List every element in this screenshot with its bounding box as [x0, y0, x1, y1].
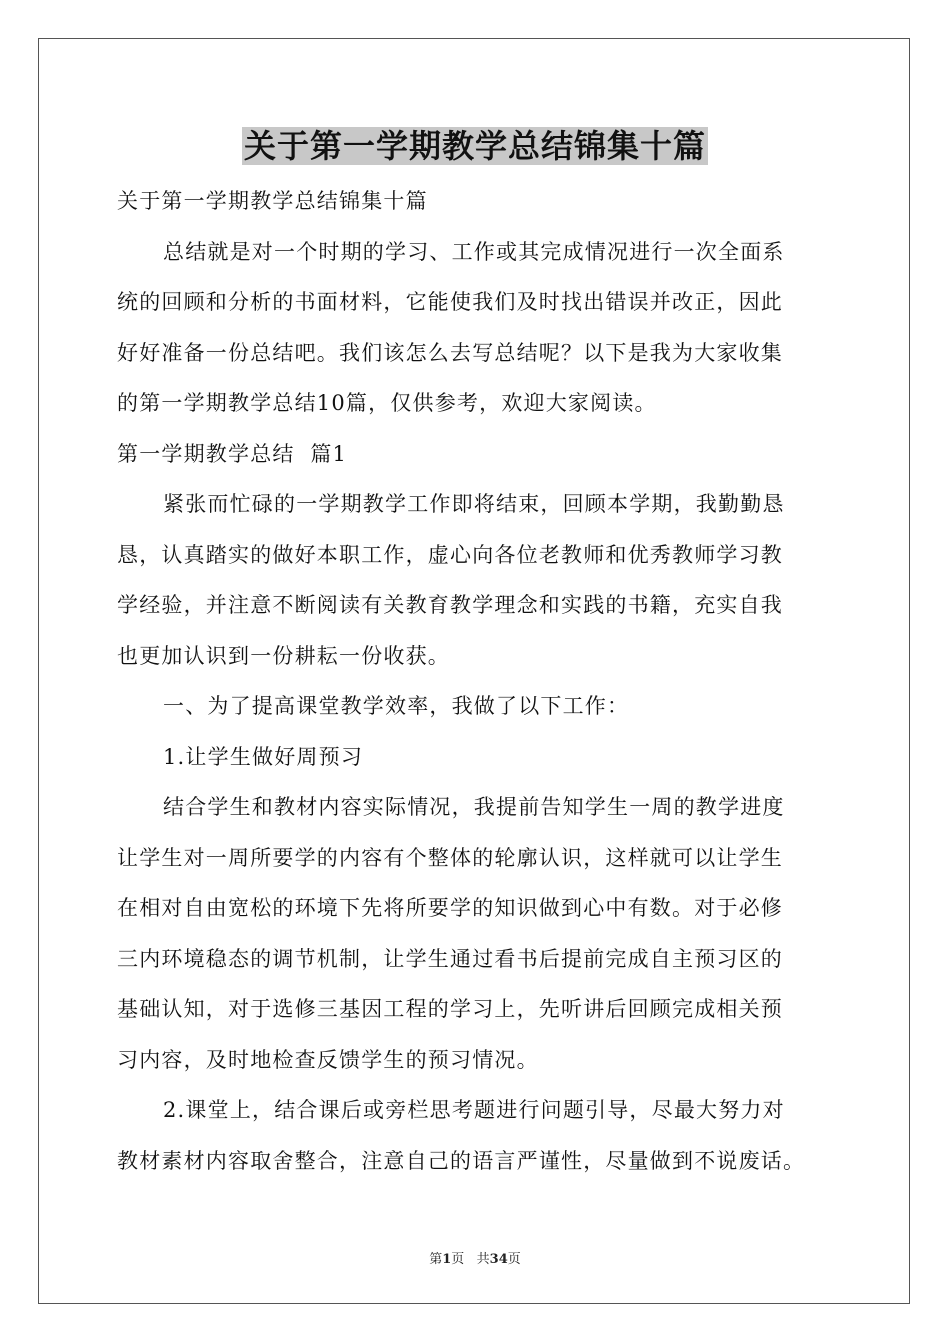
page-footer [0, 1248, 950, 1267]
paragraph-line: 基础认知，对于选修三基因工程的学习上，先听讲后回顾完成相关预 [117, 997, 783, 1021]
paragraph-line: 紧张而忙碌的一学期教学工作即将结束，回顾本学期，我勤勤恳 [163, 492, 785, 516]
paragraph-line: 的第一学期教学总结10篇，仅供参考，欢迎大家阅读。 [117, 391, 657, 415]
footer-current-page: 1 [442, 1252, 452, 1267]
paragraph-line: 1.让学生做好周预习 [163, 744, 364, 769]
paragraph-line: 一、为了提高课堂教学效率，我做了以下工作： [163, 694, 630, 718]
footer-suffix: 页 [507, 1252, 521, 1267]
paragraph-line: 结合学生和教材内容实际情况，我提前告知学生一周的教学进度 [163, 795, 785, 819]
paragraph-line: 三内环境稳态的调节机制，让学生通过看书后提前完成自主预习区的 [117, 946, 783, 971]
paragraph-line: 恳，认真踏实的做好本职工作，虚心向各位老教师和优秀教师学习教 [117, 542, 783, 567]
paragraph-line: 也更加认识到一份耕耘一份收获。 [117, 643, 450, 668]
paragraph-line: 统的回顾和分析的书面材料，它能使我们及时找出错误并改正，因此 [117, 290, 783, 314]
paragraph-line: 2.课堂上，结合课后或旁栏思考题进行问题引导，尽最大努力对 [163, 1098, 785, 1122]
document-title [0, 124, 950, 168]
subtitle: 关于第一学期教学总结锦集十篇 [117, 189, 428, 213]
paragraph-line: 习内容，及时地检查反馈学生的预习情况。 [117, 1047, 539, 1072]
document-body [117, 176, 847, 1186]
paragraph-line: 学经验，并注意不断阅读有关教育教学理念和实践的书籍，充实自我 [117, 593, 783, 617]
paragraph-line: 好好准备一份总结吧。我们该怎么去写总结呢？以下是我为大家收集 [117, 340, 783, 365]
paragraph-line: 在相对自由宽松的环境下先将所要学的知识做到心中有数。对于必修 [117, 896, 783, 920]
footer-prefix: 第 [429, 1252, 443, 1267]
document-title-text: 关于第一学期教学总结锦集十篇 [243, 127, 706, 165]
footer-total-pages: 34 [489, 1252, 508, 1267]
section-heading: 第一学期教学总结 篇1 [117, 441, 348, 466]
paragraph-line: 让学生对一周所要学的内容有个整体的轮廓认识，这样就可以让学生 [117, 845, 783, 870]
footer-mid: 页 共 [451, 1252, 490, 1267]
paragraph-line: 教材素材内容取舍整合，注意自己的语言严谨性，尽量做到不说废话。 [117, 1148, 806, 1173]
paragraph-line: 总结就是对一个时期的学习、工作或其完成情况进行一次全面系 [163, 239, 785, 264]
